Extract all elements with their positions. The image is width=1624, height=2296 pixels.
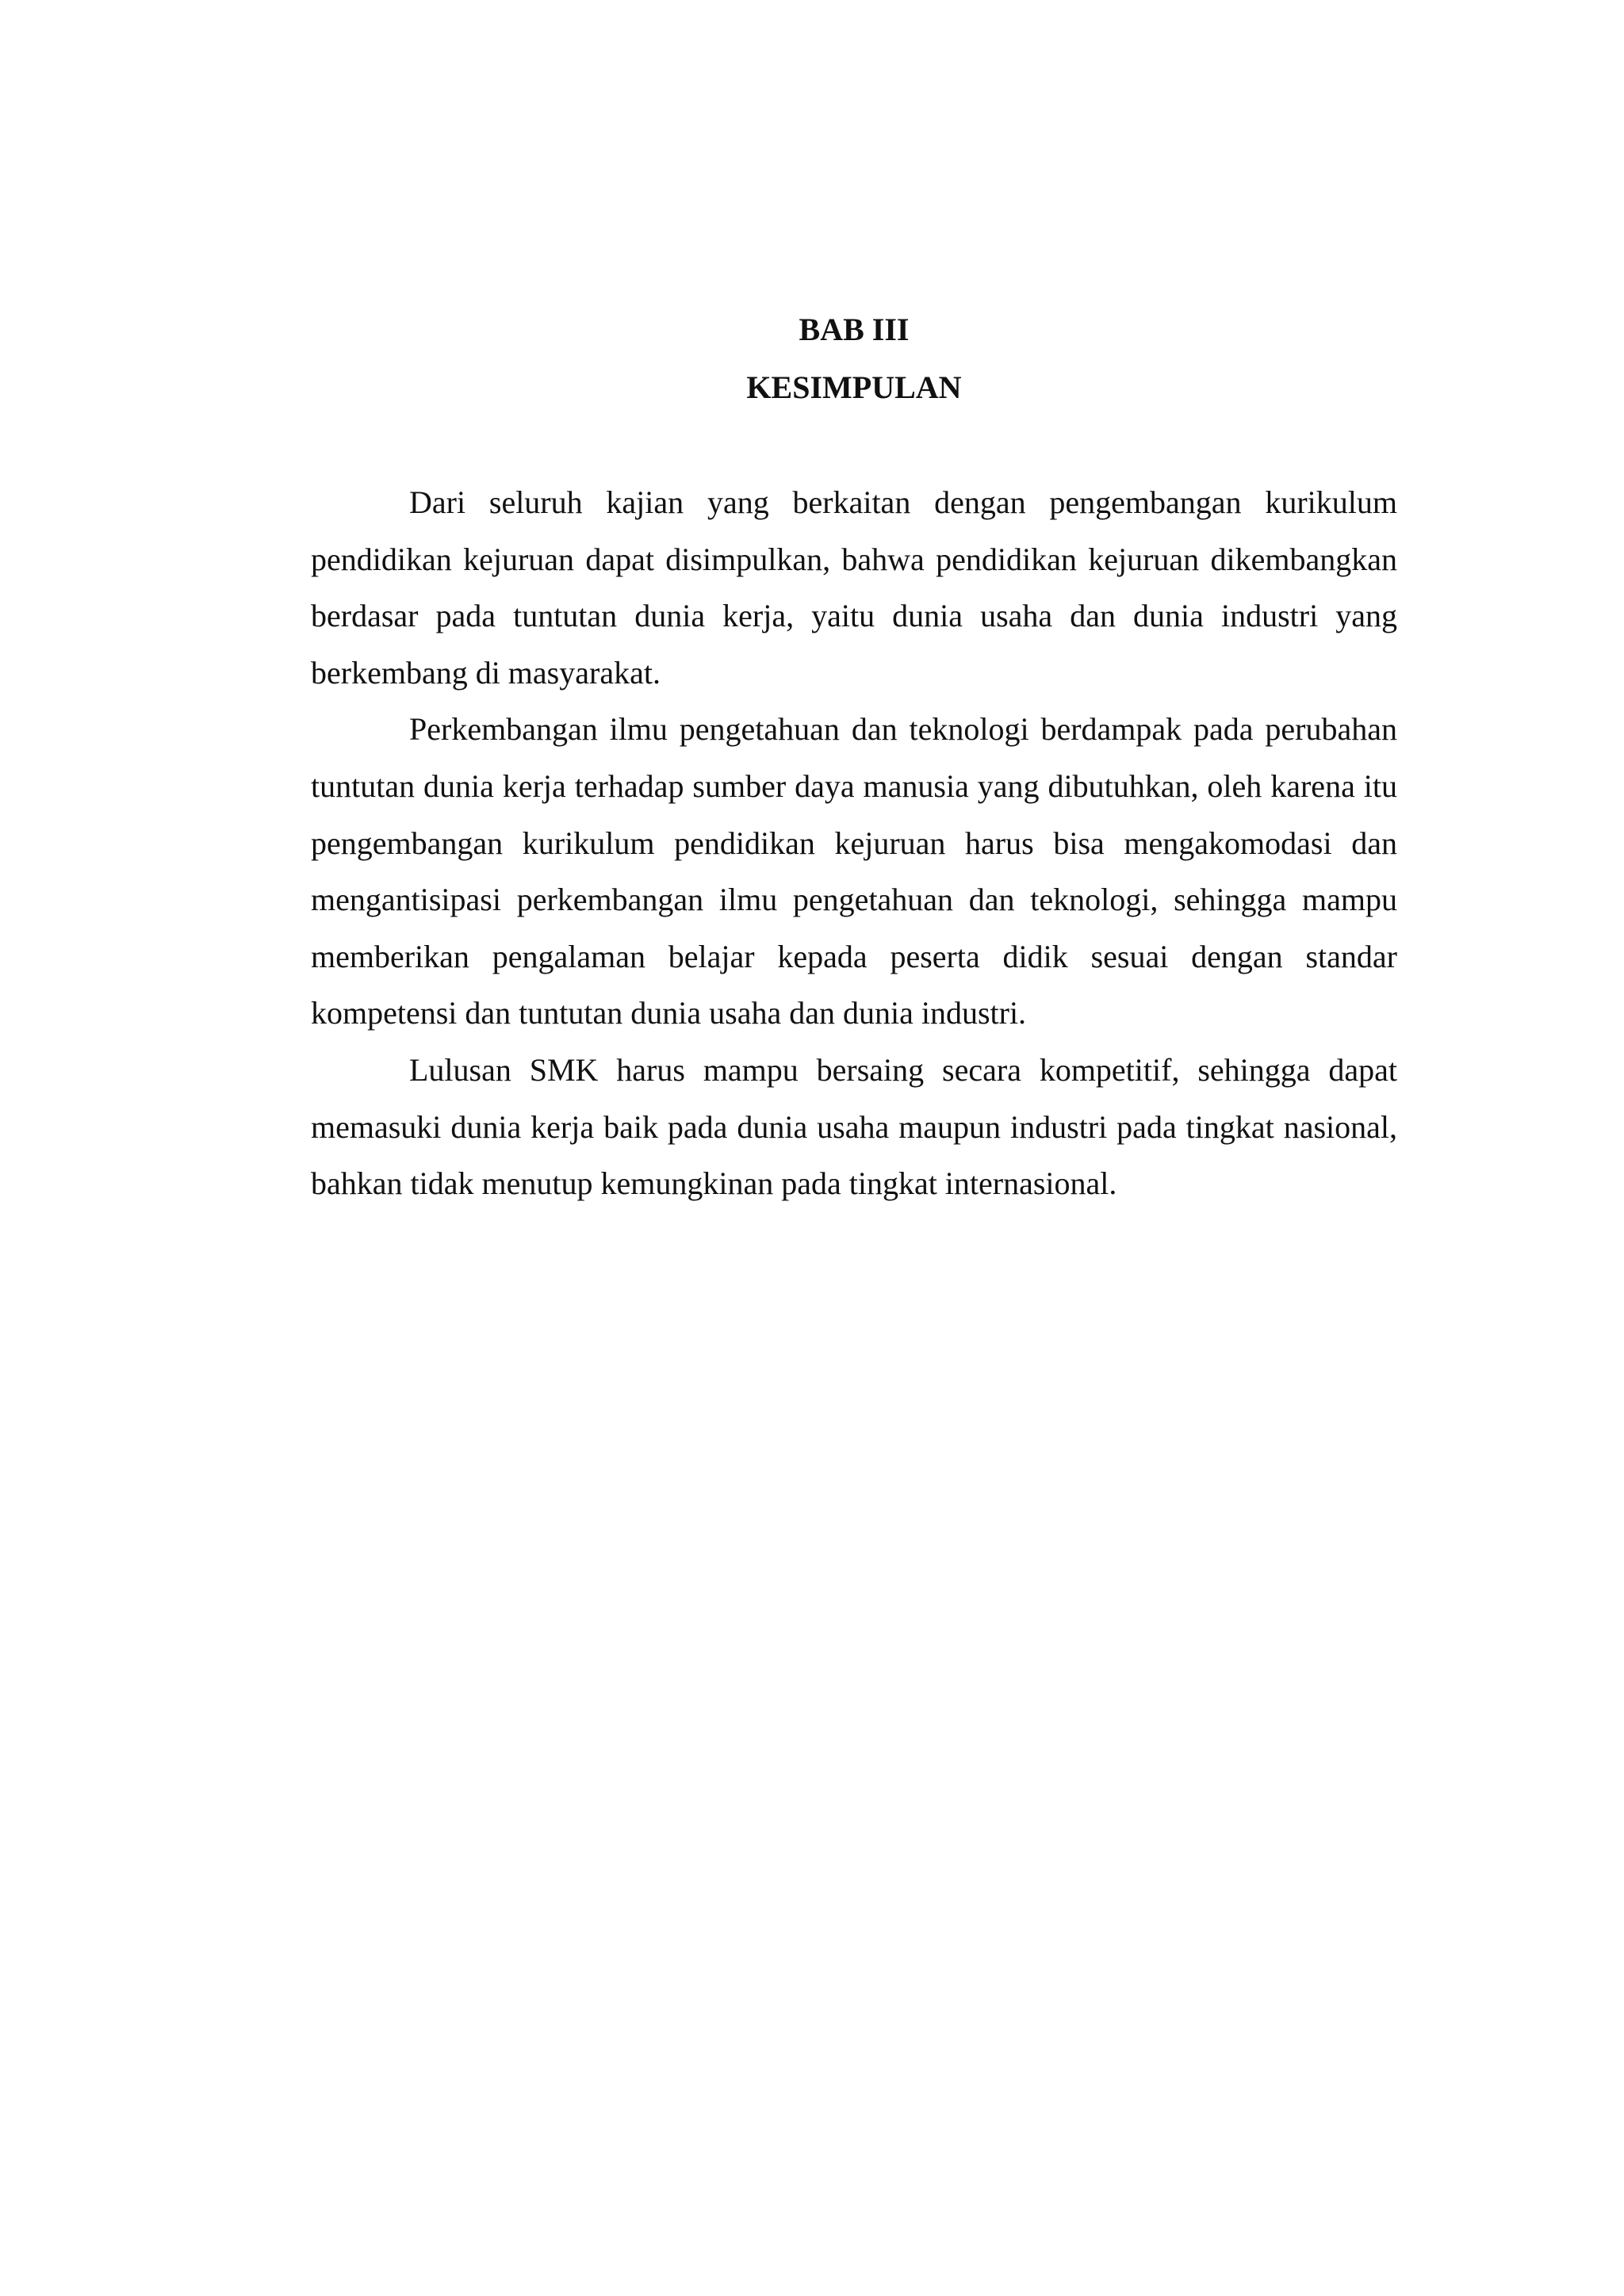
chapter-title: KESIMPULAN [746, 369, 962, 405]
paragraph-1: Dari seluruh kajian yang berkaitan dengan pengembangan kurikulum pendidikan kejuruan dapat disimpulkan, bahwa pendidikan kejuruan dikembangkan berdasar pada tuntutan dunia kerja, yaitu dunia usaha dan dunia industri yang berkembang di masyarakat. [311, 484, 1397, 691]
paragraph-3: Lulusan SMK harus mampu bersaing secara kompetitif, sehingga dapat memasuki dunia kerja baik pada dunia usaha maupun industri pada tingkat nasional, bahkan tidak menutup kemungkinan pada tingkat internasional. [311, 1051, 1397, 1202]
body-text [311, 474, 1397, 1212]
paragraph-2: Perkembangan ilmu pengetahuan dan teknologi berdampak pada perubahan tuntutan dunia kerja terhadap sumber daya manusia yang dibutuhkan, oleh karena itu pengembangan kurikulum pendidikan kejuruan harus bisa mengakomodasi dan mengantisipasi perkembangan ilmu pengetahuan dan teknologi, sehingga mampu memberikan pengalaman belajar kepada peserta didik sesuai dengan standar kompetensi dan tuntutan dunia usaha dan dunia industri. [311, 711, 1397, 1031]
chapter-number: BAB III [799, 312, 910, 347]
